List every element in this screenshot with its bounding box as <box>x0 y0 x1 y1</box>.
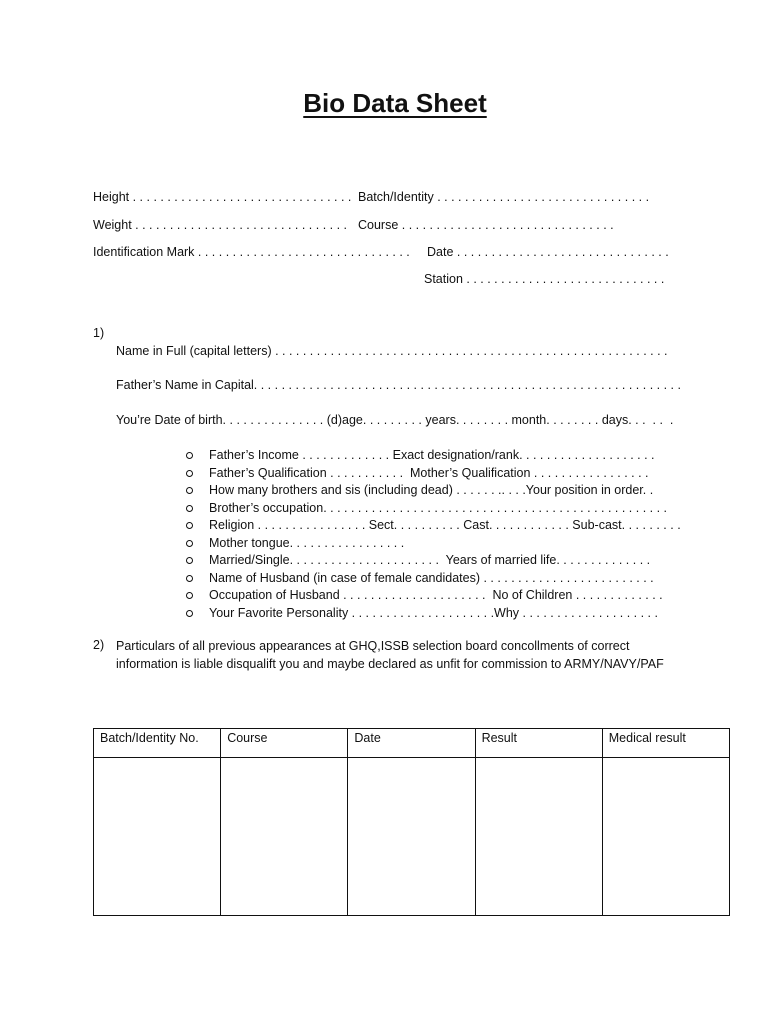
header-medical-result: Medical result <box>602 729 729 758</box>
section-2-number: 2) <box>93 638 105 652</box>
bullet-circle-icon <box>186 470 193 477</box>
header-batch-identity-no: Batch/Identity No. <box>94 729 221 758</box>
list-item[interactable] <box>186 482 681 500</box>
bullet-circle-icon <box>186 610 193 617</box>
list-item-text: Brother’s occupation. . . . . . . . . . . . . . . . . . . . . . . . . . . . . . . . . . . . . . . . . . . . . . . . . . <box>209 500 668 515</box>
list-item-text: Father’s Income . . . . . . . . . . . . . Exact designation/rank. . . . . . . . . . . . . . . . . . . . <box>209 448 655 462</box>
list-item[interactable] <box>186 535 681 553</box>
date-cell[interactable] <box>348 758 475 916</box>
station-field[interactable]: Station . . . . . . . . . . . . . . . . . . . . . . . . . . . . . <box>424 272 665 286</box>
list-item-text: Occupation of Husband . . . . . . . . . . . . . . . . . . . . . No of Children . . . . . . . . . . . . . <box>209 588 663 602</box>
list-item-text: Married/Single. . . . . . . . . . . . . . . . . . . . . . Years of married life. . . . . . . . . . . . . . <box>209 553 651 567</box>
list-item[interactable] <box>186 570 681 588</box>
previous-appearances-text: Particulars of all previous appearances at GHQ,ISSB selection board concollments of correct information is liable disqualift you and maybe declared as unfit for commission to ARMY/NAVY/PAF <box>116 639 664 671</box>
table-header-row <box>94 729 730 758</box>
list-item[interactable] <box>186 447 681 465</box>
header-date: Date <box>348 729 475 758</box>
medical-result-cell[interactable] <box>602 758 729 916</box>
weight-field[interactable]: Weight . . . . . . . . . . . . . . . . . . . . . . . . . . . . . . . <box>93 218 347 232</box>
list-item[interactable] <box>186 517 681 535</box>
list-item[interactable] <box>186 605 681 623</box>
page-title: Bio Data Sheet <box>303 88 487 118</box>
bullet-circle-icon <box>186 522 193 529</box>
header-course: Course <box>221 729 348 758</box>
list-item-text: Your Favorite Personality . . . . . . . . . . . . . . . . . . . . .Why . . . . . . . . . . . . . . . . . . . . <box>209 605 658 620</box>
table-row <box>94 758 730 916</box>
list-item[interactable] <box>186 552 681 570</box>
list-item-text: Name of Husband (in case of female candidates) . . . . . . . . . . . . . . . . . . . . . . . . . <box>209 570 654 585</box>
previous-appearances-table <box>93 728 730 916</box>
bullet-circle-icon <box>186 575 193 582</box>
date-field[interactable]: Date . . . . . . . . . . . . . . . . . . . . . . . . . . . . . . . <box>427 245 669 259</box>
course-cell[interactable] <box>221 758 348 916</box>
father-name-field[interactable]: Father’s Name in Capital. . . . . . . . . . . . . . . . . . . . . . . . . . . . . . . . . . . . . . . . . . . . . . . . . . . . . . . . . . . . . . <box>116 378 681 392</box>
header-result: Result <box>475 729 602 758</box>
list-item-text: How many brothers and sis (including dead) . . . . . . .. . . .Your position in order. . <box>209 483 654 497</box>
section-1-number: 1) <box>93 326 105 340</box>
list-item-text: Religion . . . . . . . . . . . . . . . . Sect. . . . . . . . . . Cast. . . . . . . . . . . . Sub-cast. . . . . . . . . <box>209 518 681 532</box>
bullet-circle-icon <box>186 505 193 512</box>
list-item-text: Father’s Qualification . . . . . . . . . . . Mother’s Qualification . . . . . . . . . . . . . . . . . <box>209 465 649 480</box>
bullet-circle-icon <box>186 487 193 494</box>
personal-details-list <box>186 447 681 622</box>
list-item[interactable] <box>186 587 681 605</box>
list-item-text: Mother tongue. . . . . . . . . . . . . . . . . <box>209 535 405 550</box>
bullet-circle-icon <box>186 540 193 547</box>
list-item[interactable] <box>186 465 681 483</box>
height-field[interactable]: Height . . . . . . . . . . . . . . . . . . . . . . . . . . . . . . . . <box>93 190 352 204</box>
bullet-circle-icon <box>186 452 193 459</box>
batch-identity-field[interactable]: Batch/Identity . . . . . . . . . . . . . . . . . . . . . . . . . . . . . . . <box>358 190 650 204</box>
date-of-birth-field[interactable]: You’re Date of birth. . . . . . . . . . . . . . . (d)age. . . . . . . . . years. . . . . . . . month. . . . . . . . days. . . . . . <box>116 413 674 427</box>
batch-identity-cell[interactable] <box>94 758 221 916</box>
identification-mark-field[interactable]: Identification Mark . . . . . . . . . . . . . . . . . . . . . . . . . . . . . . . <box>93 245 410 259</box>
bullet-circle-icon <box>186 592 193 599</box>
name-in-full-field[interactable]: Name in Full (capital letters) . . . . . . . . . . . . . . . . . . . . . . . . . . . . . . . . . . . . . . . . . . . . . . . . . . . . . . . . . <box>116 344 668 358</box>
course-field[interactable]: Course . . . . . . . . . . . . . . . . . . . . . . . . . . . . . . . <box>358 218 614 232</box>
bullet-circle-icon <box>186 557 193 564</box>
list-item[interactable] <box>186 500 681 518</box>
result-cell[interactable] <box>475 758 602 916</box>
